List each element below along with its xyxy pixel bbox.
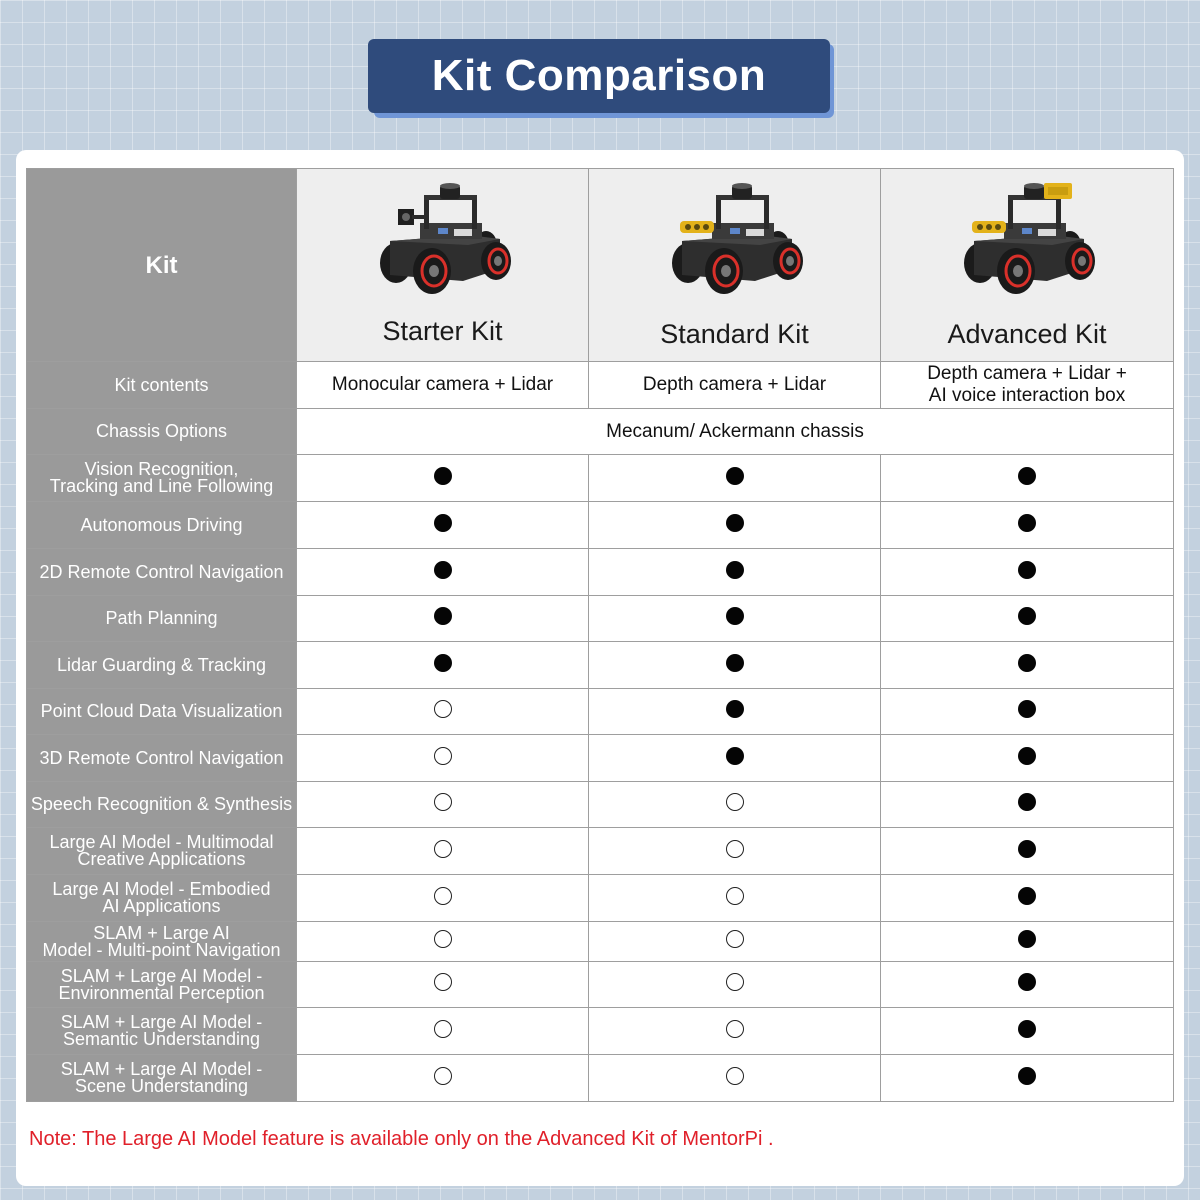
filled-circle-icon xyxy=(1018,700,1036,718)
filled-circle-icon xyxy=(434,607,452,625)
feature-cell xyxy=(589,828,881,875)
empty-circle-icon xyxy=(726,1067,744,1085)
feature-cell xyxy=(881,1055,1174,1102)
feature-row xyxy=(27,642,1174,689)
row-label: Chassis Options xyxy=(27,409,297,455)
feature-label: Vision Recognition, Tracking and Line Following xyxy=(27,455,297,502)
feature-cell xyxy=(297,875,589,922)
feature-row xyxy=(27,689,1174,735)
filled-circle-icon xyxy=(434,514,452,532)
feature-label: SLAM + Large AI Model - Scene Understanding xyxy=(27,1055,297,1102)
kit-header-starter xyxy=(297,169,589,362)
feature-cell xyxy=(589,689,881,735)
empty-circle-icon xyxy=(434,793,452,811)
filled-circle-icon xyxy=(434,654,452,672)
feature-cell xyxy=(297,502,589,549)
kit-contents-standard: Depth camera + Lidar xyxy=(589,362,881,409)
feature-cell xyxy=(881,828,1174,875)
feature-cell xyxy=(589,502,881,549)
empty-circle-icon xyxy=(726,1020,744,1038)
kit-contents-starter: Monocular camera + Lidar xyxy=(297,362,589,409)
kit-header-row xyxy=(27,169,1174,362)
feature-cell xyxy=(589,596,881,642)
page-title: Kit Comparison xyxy=(368,39,830,113)
feature-cell xyxy=(589,735,881,782)
filled-circle-icon xyxy=(1018,840,1036,858)
filled-circle-icon xyxy=(1018,747,1036,765)
kit-corner-label: Kit xyxy=(27,169,297,362)
feature-cell xyxy=(297,642,589,689)
feature-row xyxy=(27,922,1174,962)
filled-circle-icon xyxy=(1018,514,1036,532)
feature-cell xyxy=(881,502,1174,549)
empty-circle-icon xyxy=(434,840,452,858)
kit-name-standard: Standard Kit xyxy=(660,319,809,349)
filled-circle-icon xyxy=(726,607,744,625)
feature-row xyxy=(27,1055,1174,1102)
feature-row xyxy=(27,596,1174,642)
feature-cell xyxy=(297,735,589,782)
feature-label: 2D Remote Control Navigation xyxy=(27,549,297,596)
feature-label: Speech Recognition & Synthesis xyxy=(27,782,297,828)
empty-circle-icon xyxy=(434,973,452,991)
empty-circle-icon xyxy=(434,930,452,948)
filled-circle-icon xyxy=(1018,1020,1036,1038)
feature-cell xyxy=(589,922,881,962)
empty-circle-icon xyxy=(434,1020,452,1038)
feature-cell xyxy=(881,875,1174,922)
filled-circle-icon xyxy=(1018,1067,1036,1085)
feature-cell xyxy=(297,455,589,502)
kit-name-advanced: Advanced Kit xyxy=(947,319,1107,349)
feature-cell xyxy=(881,549,1174,596)
kit-contents-advanced: Depth camera + Lidar + AI voice interaction box xyxy=(881,362,1174,409)
empty-circle-icon xyxy=(726,973,744,991)
feature-cell xyxy=(881,642,1174,689)
filled-circle-icon xyxy=(726,747,744,765)
empty-circle-icon xyxy=(434,700,452,718)
feature-row xyxy=(27,962,1174,1008)
comparison-table xyxy=(26,168,1174,1102)
feature-cell xyxy=(881,735,1174,782)
feature-label: Large AI Model - Multimodal Creative Applications xyxy=(27,828,297,875)
feature-row xyxy=(27,782,1174,828)
filled-circle-icon xyxy=(726,654,744,672)
filled-circle-icon xyxy=(1018,654,1036,672)
feature-cell xyxy=(881,455,1174,502)
empty-circle-icon xyxy=(726,930,744,948)
feature-label: SLAM + Large AI Model - Environmental Perception xyxy=(27,962,297,1008)
feature-cell xyxy=(297,1008,589,1055)
feature-cell xyxy=(881,922,1174,962)
feature-cell xyxy=(589,875,881,922)
feature-row xyxy=(27,1008,1174,1055)
empty-circle-icon xyxy=(434,747,452,765)
feature-cell xyxy=(297,828,589,875)
filled-circle-icon xyxy=(1018,887,1036,905)
filled-circle-icon xyxy=(1018,973,1036,991)
feature-cell xyxy=(589,1008,881,1055)
kit-name-starter: Starter Kit xyxy=(382,316,503,346)
filled-circle-icon xyxy=(1018,607,1036,625)
empty-circle-icon xyxy=(726,887,744,905)
feature-label: Lidar Guarding & Tracking xyxy=(27,642,297,689)
filled-circle-icon xyxy=(726,514,744,532)
feature-label: Large AI Model - Embodied AI Applications xyxy=(27,875,297,922)
empty-circle-icon xyxy=(434,887,452,905)
feature-cell xyxy=(589,455,881,502)
empty-circle-icon xyxy=(726,793,744,811)
robot-car-image xyxy=(368,183,518,306)
feature-row xyxy=(27,828,1174,875)
kit-header-advanced xyxy=(881,169,1174,362)
filled-circle-icon xyxy=(1018,930,1036,948)
feature-cell xyxy=(297,1055,589,1102)
feature-label: Autonomous Driving xyxy=(27,502,297,549)
filled-circle-icon xyxy=(726,700,744,718)
feature-cell xyxy=(881,782,1174,828)
feature-cell xyxy=(881,962,1174,1008)
feature-row xyxy=(27,735,1174,782)
feature-row xyxy=(27,502,1174,549)
empty-circle-icon xyxy=(726,840,744,858)
filled-circle-icon xyxy=(1018,793,1036,811)
feature-cell xyxy=(881,1008,1174,1055)
feature-cell xyxy=(589,782,881,828)
feature-cell xyxy=(881,689,1174,735)
feature-cell xyxy=(297,689,589,735)
filled-circle-icon xyxy=(1018,561,1036,579)
feature-row xyxy=(27,875,1174,922)
feature-label: SLAM + Large AI Model - Multi-point Navigation xyxy=(27,922,297,962)
chassis-row xyxy=(27,409,1174,455)
filled-circle-icon xyxy=(726,561,744,579)
chassis-value: Mecanum/ Ackermann chassis xyxy=(297,409,1174,455)
feature-label: SLAM + Large AI Model - Semantic Understanding xyxy=(27,1008,297,1055)
feature-label: Point Cloud Data Visualization xyxy=(27,689,297,735)
empty-circle-icon xyxy=(434,1067,452,1085)
kit-header-standard xyxy=(589,169,881,362)
feature-row xyxy=(27,549,1174,596)
feature-cell xyxy=(881,596,1174,642)
robot-car-image xyxy=(952,183,1102,306)
feature-cell xyxy=(589,549,881,596)
filled-circle-icon xyxy=(726,467,744,485)
feature-cell xyxy=(297,782,589,828)
feature-label: Path Planning xyxy=(27,596,297,642)
feature-cell xyxy=(589,962,881,1008)
filled-circle-icon xyxy=(434,467,452,485)
feature-cell xyxy=(297,549,589,596)
filled-circle-icon xyxy=(1018,467,1036,485)
kit-contents-row xyxy=(27,362,1174,409)
row-label: Kit contents xyxy=(27,362,297,409)
feature-cell xyxy=(589,1055,881,1102)
feature-cell xyxy=(297,962,589,1008)
feature-cell xyxy=(297,922,589,962)
feature-cell xyxy=(297,596,589,642)
feature-label: 3D Remote Control Navigation xyxy=(27,735,297,782)
feature-cell xyxy=(589,642,881,689)
filled-circle-icon xyxy=(434,561,452,579)
robot-car-image xyxy=(660,183,810,306)
feature-row xyxy=(27,455,1174,502)
footnote: Note: The Large AI Model feature is available only on the Advanced Kit of MentorPi . xyxy=(29,1128,774,1150)
